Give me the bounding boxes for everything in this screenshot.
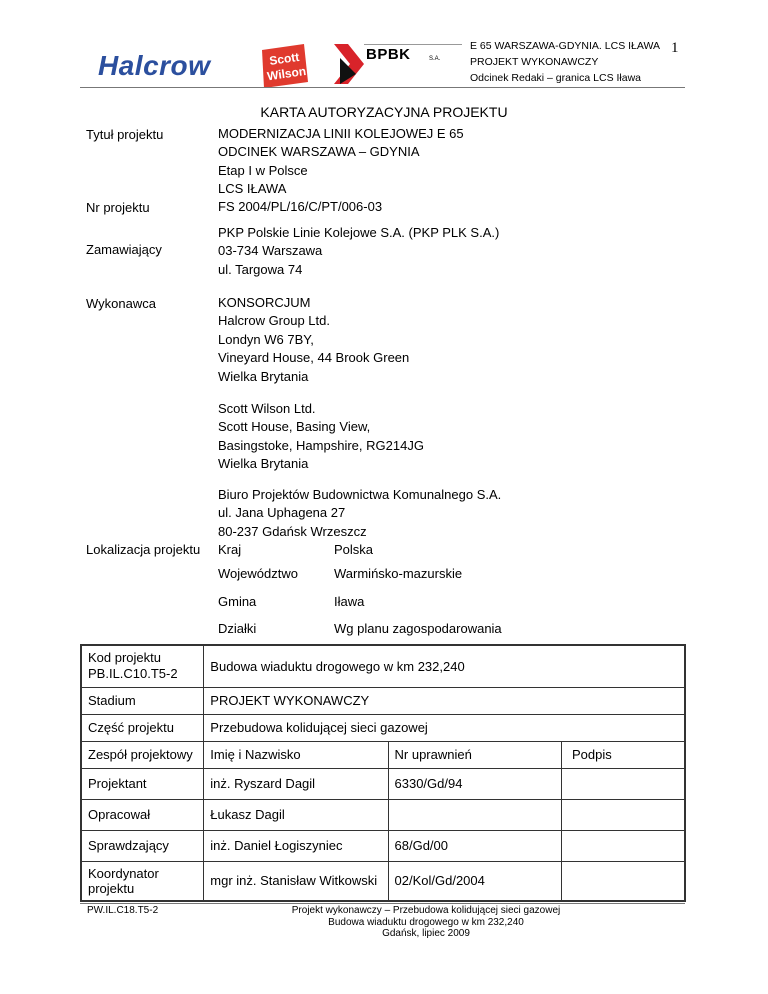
cell-license [388, 799, 561, 830]
cell-name: Łukasz Dagil [204, 799, 388, 830]
header-line-2: PROJEKT WYKONAWCZY [470, 56, 599, 68]
cell-kod-label [81, 645, 204, 687]
scott-logo-text: Scott [268, 49, 301, 68]
cell-signature [561, 861, 685, 901]
cell-license: 68/Gd/00 [388, 830, 561, 861]
label-lokalizacja: Lokalizacja projektu [86, 542, 201, 557]
cell-stadium-label: Stadium [81, 687, 204, 714]
header-divider [80, 87, 685, 88]
wyk-line: KONSORCJUM [218, 295, 311, 310]
head-imie: Imię i Nazwisko [204, 741, 388, 768]
loc-value-gmina: Iława [334, 594, 365, 609]
wilson-logo-text: Wilson [266, 63, 307, 84]
wyk-line: Scott House, Basing View, [218, 419, 371, 435]
table-row [81, 687, 685, 714]
project-table [80, 644, 686, 902]
label-zamawiajacy: Zamawiający [86, 242, 162, 257]
loc-key-dzialki: Działki [218, 621, 257, 636]
bpbk-logo-text: BPBK [366, 46, 411, 63]
table-row [81, 645, 685, 687]
value-tytul [218, 125, 464, 199]
cell-name: mgr inż. Stanisław Witkowski [204, 861, 388, 901]
wyk-line: ul. Jana Uphagena 27 [218, 505, 346, 521]
head-uprawnienia: Nr uprawnień [388, 741, 561, 768]
page-number: 1 [671, 40, 679, 56]
halcrow-logo: Halcrow [98, 50, 211, 81]
wyk-line: Londyn W6 7BY, [218, 331, 314, 347]
loc-key-wojewodztwo: Województwo [218, 566, 298, 581]
label-nr-projektu: Nr projektu [86, 200, 150, 215]
tytul-line: LCS IŁAWA [218, 181, 287, 197]
tytul-line: ODCINEK WARSZAWA – GDYNIA [218, 144, 420, 160]
cell-signature [561, 768, 685, 799]
wyk-line: Scott Wilson Ltd. [218, 401, 316, 416]
wyk-line: Wielka Brytania [218, 368, 309, 384]
cell-signature [561, 830, 685, 861]
footer-line: Budowa wiaduktu drogowego w km 232,240 [328, 916, 524, 928]
kod-label-line: PB.IL.C10.T5-2 [88, 666, 178, 682]
value-wykonawca-2 [218, 400, 424, 474]
cell-czesc-value: Przebudowa kolidującej sieci gazowej [204, 714, 685, 741]
cell-name: inż. Ryszard Dagil [204, 768, 388, 799]
value-wykonawca-1 [218, 294, 409, 386]
label-wykonawca: Wykonawca [86, 296, 156, 311]
loc-key-gmina: Gmina [218, 594, 257, 609]
zam-line: 03-734 Warszawa [218, 243, 323, 259]
table-row [81, 714, 685, 741]
loc-value-kraj: Polska [334, 542, 374, 557]
footer-divider [80, 903, 685, 904]
value-wykonawca-3 [218, 486, 501, 541]
footer-code: PW.IL.C18.T5-2 [87, 905, 159, 916]
table-row [81, 799, 685, 830]
tytul-line: MODERNIZACJA LINII KOLEJOWEJ E 65 [218, 126, 464, 141]
footer-line: Projekt wykonawczy – Przebudowa kolidującej sieci gazowej [291, 905, 561, 916]
cell-role: Sprawdzający [81, 830, 204, 861]
table-row [81, 830, 685, 861]
zam-line: PKP Polskie Linie Kolejowe S.A. (PKP PLK S.A.) [218, 225, 500, 240]
cell-czesc-label: Część projektu [81, 714, 204, 741]
table-row [81, 861, 685, 901]
value-nr-projektu: FS 2004/PL/16/C/PT/006-03 [218, 199, 383, 214]
cell-role: Opracował [81, 799, 204, 830]
table-header-row [81, 741, 685, 768]
cell-role: Koordynator projektu [81, 861, 204, 901]
loc-key-kraj: Kraj [218, 542, 242, 557]
footer-text [236, 905, 616, 940]
cell-signature [561, 799, 685, 830]
loc-value-dzialki: Wg planu zagospodarowania [334, 621, 502, 636]
head-podpis: Podpis [561, 741, 685, 768]
wyk-line: Basingstoke, Hampshire, RG214JG [218, 437, 424, 453]
head-zespol: Zespół projektowy [81, 741, 204, 768]
cell-name: inż. Daniel Łogiszyniec [204, 830, 388, 861]
zam-line: ul. Targowa 74 [218, 261, 303, 277]
value-zamawiajacy [218, 224, 499, 279]
bpbk-logo-sa: S.A. [429, 56, 441, 62]
wyk-line: 80-237 Gdańsk Wrzeszcz [218, 523, 367, 539]
footer-line: Gdańsk, lipiec 2009 [382, 928, 470, 939]
wyk-line: Wielka Brytania [218, 456, 309, 472]
scott-wilson-logo [258, 44, 310, 88]
loc-value-wojewodztwo: Warmińsko-mazurskie [334, 566, 463, 581]
cell-license: 02/Kol/Gd/2004 [388, 861, 561, 901]
header-line-3: Odcinek Redaki – granica LCS Iława [470, 72, 642, 84]
cell-role: Projektant [81, 768, 204, 799]
wyk-line: Halcrow Group Ltd. [218, 313, 330, 329]
page-title: KARTA AUTORYZACYJNA PROJEKTU [260, 104, 508, 120]
cell-stadium-value: PROJEKT WYKONAWCZY [204, 687, 685, 714]
table-row [81, 768, 685, 799]
cell-kod-value: Budowa wiaduktu drogowego w km 232,240 [204, 645, 685, 687]
cell-license: 6330/Gd/94 [388, 768, 561, 799]
wyk-line: Biuro Projektów Budownictwa Komunalnego S.A. [218, 487, 502, 502]
header-line-1: E 65 WARSZAWA-GDYNIA. LCS IŁAWA [470, 40, 661, 52]
tytul-line: Etap I w Polsce [218, 162, 308, 178]
wyk-line: Vineyard House, 44 Brook Green [218, 350, 410, 366]
label-tytul: Tytuł projektu [86, 127, 164, 142]
kod-label-line: Kod projektu [88, 650, 161, 666]
